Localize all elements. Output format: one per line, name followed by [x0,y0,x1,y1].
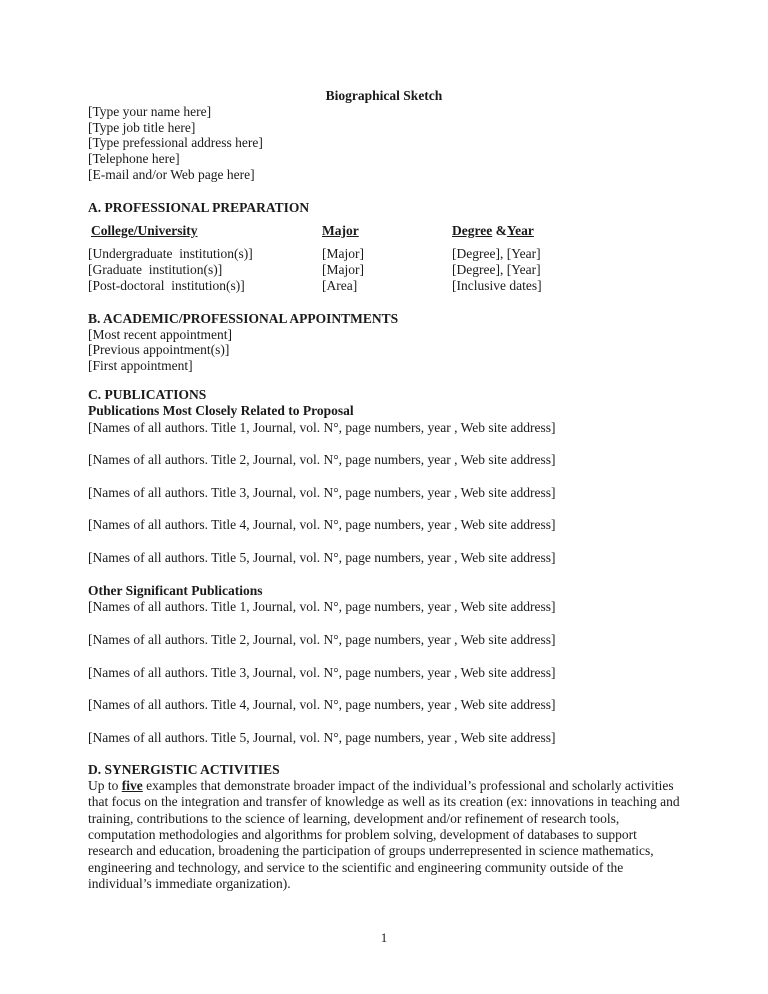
related-publications-list [88,420,680,566]
document-title: Biographical Sketch [325,88,443,103]
five-emphasis: five [121,778,143,794]
cell-degree: [Degree], [Year] [452,245,541,261]
contact-line-email: [E-mail and/or Web page here] [88,166,255,182]
other-publications-heading: Other Significant Publications [88,582,263,598]
publication-line: [Names of all authors. Title 5, Journal, vol. N°, page numbers, year , Web site address] [88,729,556,745]
publication-line: [Names of all authors. Title 4, Journal, vol. N°, page numbers, year , Web site address] [88,517,556,533]
synergistic-activities-paragraph [88,778,680,892]
appointment-line-previous: [Previous appointment(s)] [88,342,230,358]
publication-line: [Names of all authors. Title 2, Journal, vol. N°, page numbers, year , Web site address] [88,452,556,468]
table-row-postdoctoral [88,278,680,294]
cell-college: [Graduate institution(s)] [88,262,223,278]
contact-line-job-title: [Type job title here] [88,119,196,135]
cell-major: [Area] [322,278,358,294]
year-label: Year [506,222,534,238]
publication-line: [Names of all authors. Title 1, Journal, vol. N°, page numbers, year , Web site address] [88,419,556,435]
section-d-heading: D. SYNERGISTIC ACTIVITIES [88,762,280,778]
related-publications-heading: Publications Most Closely Related to Proposal [88,402,354,418]
column-header-major [322,223,452,239]
publication-line: [Names of all authors. Title 5, Journal, vol. N°, page numbers, year , Web site address] [88,549,556,565]
table-row-graduate [88,262,680,278]
paragraph-prefix: Up to [88,778,122,794]
column-header-major-text: Major [322,222,359,238]
cell-college: [Undergraduate institution(s)] [88,245,253,261]
publication-line: [Names of all authors. Title 3, Journal, vol. N°, page numbers, year , Web site address] [88,664,556,680]
contact-line-address: [Type prefessional address here] [88,135,263,151]
section-b-heading: B. ACADEMIC/PROFESSIONAL APPOINTMENTS [88,310,399,326]
professional-preparation-table [88,223,680,295]
section-a-heading: A. PROFESSIONAL PREPARATION [88,199,310,215]
cell-college: [Post-doctoral institution(s)] [88,278,245,294]
ampersand-label: & [492,222,507,238]
degree-label: Degree [452,222,493,238]
publication-line: [Names of all authors. Title 3, Journal, vol. N°, page numbers, year , Web site address] [88,484,556,500]
cell-degree: [Degree], [Year] [452,262,541,278]
cell-major: [Major] [322,245,364,261]
publication-line: [Names of all authors. Title 4, Journal, vol. N°, page numbers, year , Web site address] [88,697,556,713]
publication-line: [Names of all authors. Title 2, Journal, vol. N°, page numbers, year , Web site address] [88,631,556,647]
column-header-degree-year [452,223,680,239]
column-header-college: College/University [91,222,198,238]
publication-line: [Names of all authors. Title 1, Journal, vol. N°, page numbers, year , Web site address] [88,599,556,615]
section-c-heading: C. PUBLICATIONS [88,386,207,402]
appointments-block [88,327,680,374]
other-publications-list [88,599,680,745]
page-number: 1 [380,930,388,945]
cell-major: [Major] [322,262,364,278]
cell-degree: [Inclusive dates] [452,278,542,294]
appointment-line-first: [First appointment] [88,358,193,374]
contact-line-name: [Type your name here] [88,103,212,119]
contact-block [88,104,680,183]
paragraph-body: examples that demonstrate broader impact of the individual’s professional and scholarly activities that focus on the integration and transfer of knowledge as well as its creation (ex: innovations in teaching and training, contributions to the science of learning, development and/or refinement of research tools, computation methodologies and algorithms for problem solving, development of databases to support research and education, broadening the participation of groups underrepresented in science mathematics, engineering and technology, and service to the scientific and engineering community outside of the individual’s immediate organization). [88,778,680,891]
appointment-line-most-recent: [Most recent appointment] [88,326,232,342]
table-row-undergraduate [88,246,680,262]
contact-line-telephone: [Telephone here] [88,151,180,167]
table-header-row [88,223,680,239]
